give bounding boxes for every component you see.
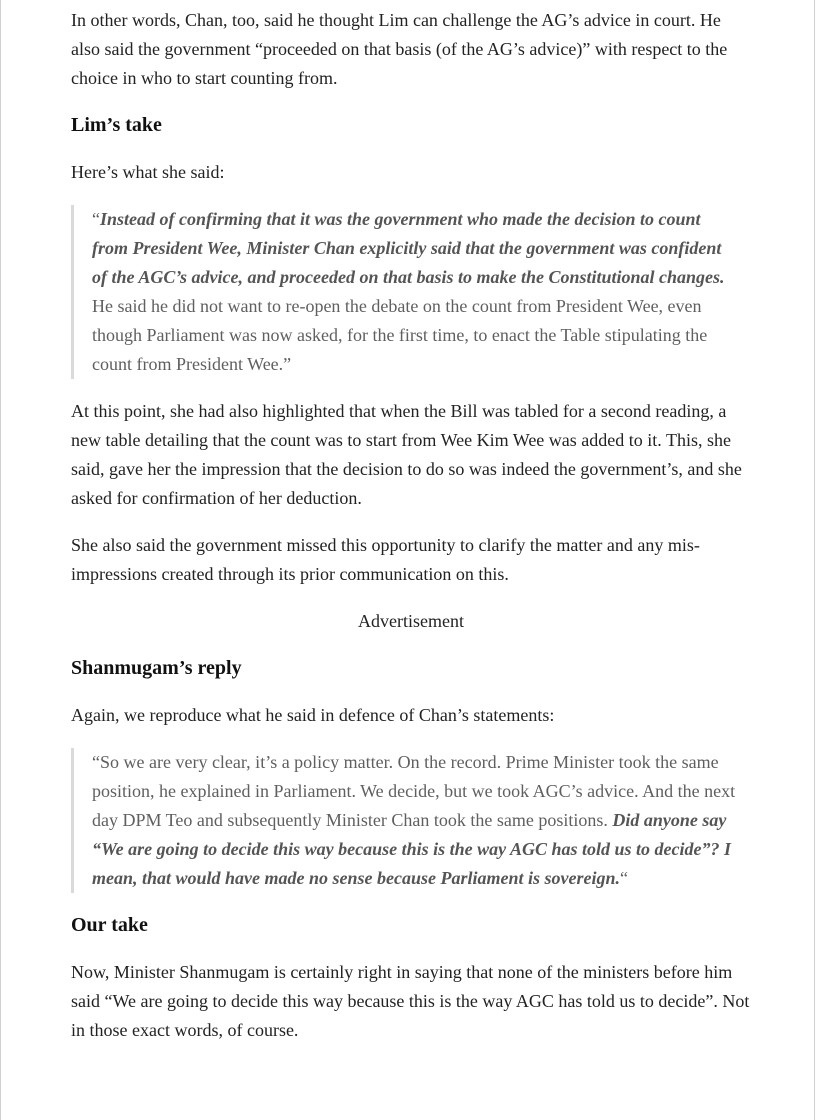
- paragraph-bill-table: At this point, she had also highlighted that when the Bill was tabled for a second reading, a new table detailing that the count was to start from Wee Kim Wee was added to it. This, she said, gave her the impression that the decision to do so was indeed the government’s, and she asked for confirmation of her deduction.: [71, 401, 742, 508]
- quote-text: “So we are very clear, it’s a policy matter. On the record. Prime Minister took the same position, he explained in Parliament. We decide, but we took AGC’s advice. And the next day DPM Teo and subsequently Minister Chan took the same positions.: [92, 752, 736, 830]
- paragraph-our-take: Now, Minister Shanmugam is certainly right in saying that none of the ministers before him said “We are going to decide this way because this is the way AGC has told us to decide”. Not in those exact words, of course.: [71, 962, 750, 1040]
- blockquote-lim: [71, 205, 737, 379]
- paragraph-missed-opportunity: She also said the government missed this opportunity to clarify the matter and any mis-impressions created through its prior communication on this.: [71, 535, 700, 584]
- paragraph-shanmugam-intro: Again, we reproduce what he said in defence of Chan’s statements:: [71, 705, 555, 725]
- quote-close-mark: “: [620, 868, 629, 888]
- blockquote-shanmugam: [71, 748, 737, 893]
- advertisement-label: Advertisement: [358, 611, 464, 631]
- article-body: [71, 6, 751, 1063]
- quote-text: He said he did not want to re-open the debate on the count from President Wee, even though Parliament was now asked, for the first time, to enact the Table stipulating the count from President Wee.”: [92, 296, 708, 374]
- heading-lims-take: Lim’s take: [71, 114, 162, 136]
- quote-open-mark: “: [92, 209, 100, 229]
- paragraph-lim-intro: Here’s what she said:: [71, 162, 225, 182]
- quote-emphasis: Instead of confirming that it was the government who made the decision to count from President Wee, Minister Chan explicitly said that the government was confident of the AGC’s advice, and proceeded on that basis to make the Constitutional changes.: [92, 209, 725, 287]
- quote-emphasis: Did anyone say “We are going to decide this way because this is the way AGC has told us to decide”? I mean, that would have made no sense because Parliament is sovereign.: [92, 810, 731, 888]
- heading-our-take: Our take: [71, 914, 148, 936]
- paragraph-chan-summary: In other words, Chan, too, said he thought Lim can challenge the AG’s advice in court. He also said the government “proceeded on that basis (of the AG’s advice)” with respect to the choice in who to start counting from.: [71, 10, 728, 88]
- heading-shanmugams-reply: Shanmugam’s reply: [71, 657, 242, 679]
